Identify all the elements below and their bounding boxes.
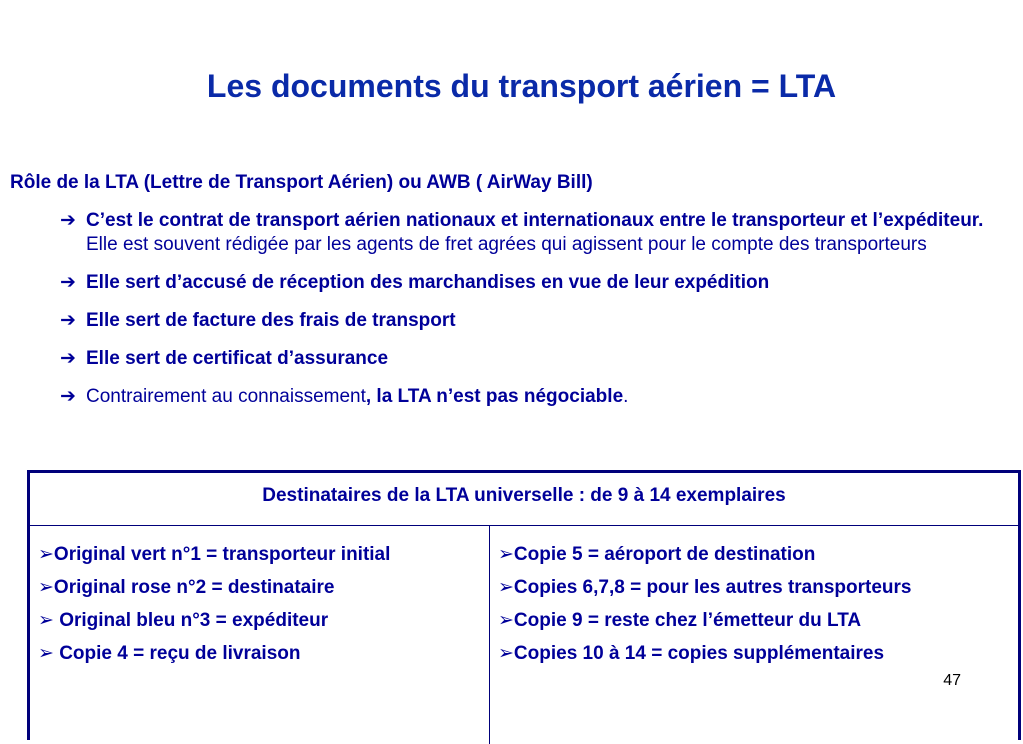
table-row: ➢ Original bleu n°3 = expéditeur xyxy=(38,610,329,631)
arrow-icon: ➔ xyxy=(60,272,76,293)
table-row: ➢Original vert n°1 = transporteur initial xyxy=(38,544,391,565)
role-heading: Rôle de la LTA (Lettre de Transport Aérien) ou AWB ( AirWay Bill) xyxy=(10,172,593,193)
bullet-bold-text: , la LTA n’est pas négociable xyxy=(365,386,624,407)
bullet-bold-text: C’est le contrat de transport aérien nationaux et internationaux entre le transporteur et l’expéditeur. xyxy=(86,210,984,231)
originals-column xyxy=(30,526,490,744)
bullet-bold-text: Elle sert de facture des frais de transport xyxy=(86,310,456,331)
table-row: ➢Original rose n°2 = destinataire xyxy=(38,577,335,598)
bullet-item xyxy=(60,347,1010,371)
bullet-bold-text: Elle sert d’accusé de réception des marchandises en vue de leur expédition xyxy=(86,272,770,293)
bullet-item xyxy=(60,209,1010,257)
bullet-tail-text: . xyxy=(623,386,629,407)
bullet-list xyxy=(60,209,1010,423)
bullet-item xyxy=(60,309,1010,333)
table-row: ➢Copie 5 = aéroport de destination xyxy=(498,544,816,565)
slide-title: Les documents du transport aérien = LTA xyxy=(206,68,837,104)
recipients-table xyxy=(27,470,1021,740)
table-row: ➢ Copie 4 = reçu de livraison xyxy=(38,643,301,664)
bullet-item xyxy=(60,385,1010,409)
arrow-icon: ➔ xyxy=(60,310,76,331)
copies-column xyxy=(490,526,1018,744)
page-number: 47 xyxy=(943,672,961,689)
bullet-normal-text: Contrairement au connaissement xyxy=(86,386,366,407)
bullet-normal-text: Elle est souvent rédigée par les agents de fret agrées qui agissent pour le compte des transporteurs xyxy=(86,234,927,255)
table-body xyxy=(30,526,1018,744)
arrow-icon: ➔ xyxy=(60,210,76,231)
table-row: ➢Copies 6,7,8 = pour les autres transporteurs xyxy=(498,577,912,598)
bullet-bold-text: Elle sert de certificat d’assurance xyxy=(86,348,389,369)
table-header: Destinataires de la LTA universelle : de 9 à 14 exemplaires xyxy=(30,473,1018,526)
table-row: ➢Copie 9 = reste chez l’émetteur du LTA xyxy=(498,610,862,631)
table-row: ➢Copies 10 à 14 = copies supplémentaires xyxy=(498,643,885,664)
bullet-item xyxy=(60,271,1010,295)
arrow-icon: ➔ xyxy=(60,348,76,369)
arrow-icon: ➔ xyxy=(60,386,76,407)
